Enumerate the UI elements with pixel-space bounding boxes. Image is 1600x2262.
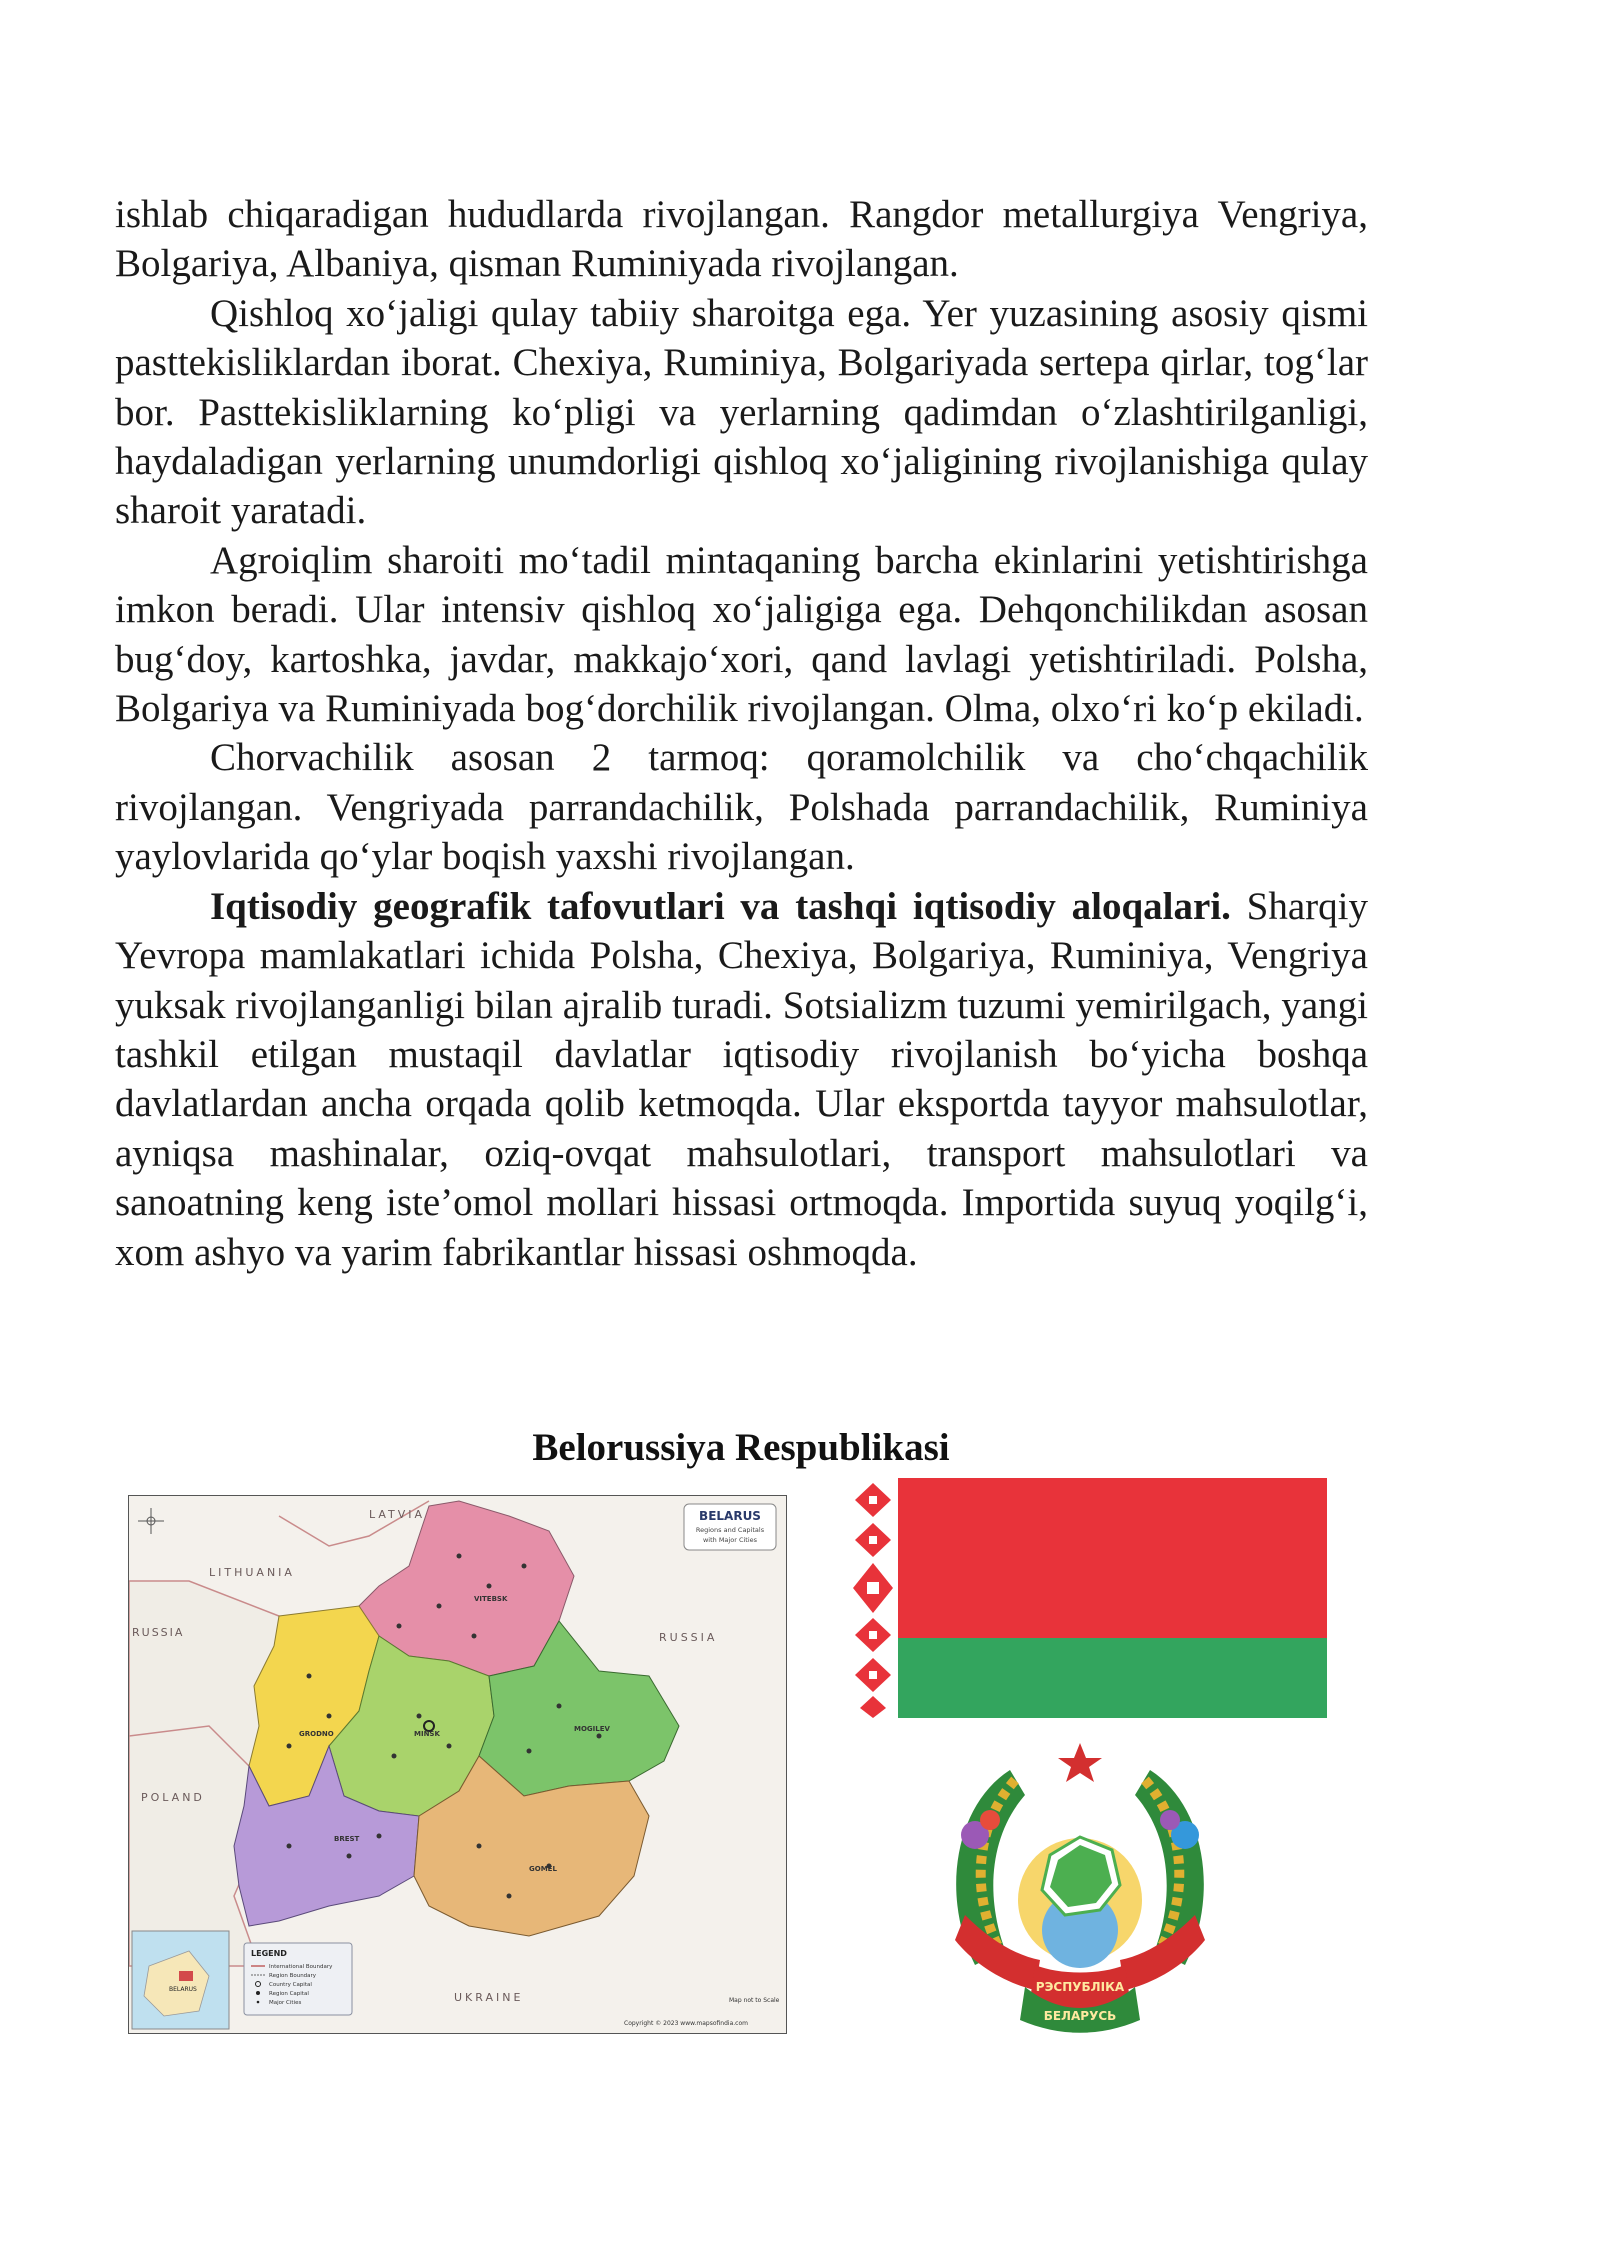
label-poland: POLAND bbox=[141, 1791, 205, 1804]
map-subtitle-2: with Major Cities bbox=[702, 1536, 758, 1544]
label-brest: BREST bbox=[334, 1835, 360, 1843]
legend-title: LEGEND bbox=[251, 1949, 287, 1958]
belarus-flag bbox=[848, 1478, 1327, 1718]
label-mogilev: MOGILEV bbox=[574, 1725, 610, 1733]
paragraph-2: Qishloq xo‘jaligi qulay tabiiy sharoitga ega. Yer yuzasining asosiy qismi pasttekisliklardan iborat. Chexiya, Ruminiya, Bolgariyada sertepa qirlar, tog‘lar bor. Pasttekisliklarning ko‘pligi va yerlarning qadimdan o‘zlashtirilganligi, haydaladigan yerlarning unumdorligi qishloq xo‘jaligining rivojlanishiga qulay sharoit yaratadi. bbox=[115, 291, 1368, 533]
label-minsk: MINSK bbox=[414, 1730, 440, 1738]
emblem-ribbon-top: РЭСПУБЛІКА bbox=[1035, 1980, 1125, 1994]
map-subtitle-1: Regions and Capitals bbox=[695, 1526, 765, 1534]
paragraph-4: Chorvachilik asosan 2 tarmoq: qoramolchilik va cho‘chqachilik rivojlangan. Vengriyada parrandachilik, Polshada parrandachilik, Ruminiya yaylovlarida qo‘ylar boqish yaxshi rivojlangan. bbox=[115, 736, 1368, 879]
paragraph-3: Agroiqlim sharoiti mo‘tadil mintaqaning barcha ekinlarini yetishtirishga imkon beradi. Ular intensiv qishloq xo‘jaligiga ega. Dehqonchilikdan asosan bug‘doy, kartoshka, javdar, makkajo‘xori, qand lavlagi yetishtiriladi. Polsha, Bolgariya va Ruminiyada bog‘dorchilik rivojlangan. Olma, olxo‘ri ko‘p ekiladi. bbox=[115, 538, 1368, 731]
paragraph-5-body: Sharqiy Yevropa mamlakatlari ichida Polsha, Chexiya, Bolgariya, Ruminiya, Vengriya yuksak rivojlanganligi bilan ajralib turadi. Sotsializm tuzumi yemirilgach, yangi tashkil etilgan mustaqil davlatlar iqtisodiy rivojlanish bo‘yicha boshqa davlatlardan ancha orqada qolib ketmoqda. Ular eksportda tayyor mahsulotlar, ayniqsa mashinalar, oziq-ovqat mahsulotlari, transport mahsulotlari va sanoatning keng iste’omol mollari hissasi ortmoqda. Importida suyuq yoqilg‘i, xom ashyo va yarim fabrikantlar hissasi oshmoqda. bbox=[115, 884, 1368, 1274]
section-heading: Belorussiya Respublikasi bbox=[532, 1426, 950, 1469]
body-text bbox=[115, 190, 1368, 1277]
legend-item-2: Region Boundary bbox=[269, 1973, 317, 1979]
label-ukraine: UKRAINE bbox=[454, 1991, 524, 2004]
label-grodno: GRODNO bbox=[299, 1730, 334, 1738]
belarus-coat-of-arms bbox=[930, 1725, 1230, 2037]
label-vitebsk: VITEBSK bbox=[474, 1595, 508, 1603]
label-russia-west: RUSSIA bbox=[132, 1626, 185, 1639]
label-gomel: GOMEL bbox=[529, 1865, 557, 1873]
label-russia-east: RUSSIA bbox=[659, 1631, 718, 1644]
legend-item-3: Country Capital bbox=[269, 1982, 312, 1988]
legend-item-4: Region Capital bbox=[269, 1991, 309, 1997]
paragraph-5-bold-lead: Iqtisodiy geografik tafovutlari va tashqi iqtisodiy aloqalari. bbox=[210, 884, 1231, 928]
belarus-map bbox=[128, 1495, 787, 2034]
paragraph-1: ishlab chiqaradigan hududlarda rivojlangan. Rangdor metallurgiya Vengriya, Bolgariya, Albaniya, qisman Ruminiyada rivojlangan. bbox=[115, 193, 1368, 286]
inset-label: BELARUS bbox=[169, 1986, 197, 1993]
legend-item-1: International Boundary bbox=[269, 1964, 333, 1970]
paragraph-5 bbox=[115, 882, 1368, 1277]
label-latvia: LATVIA bbox=[369, 1508, 426, 1521]
map-copyright: Copyright © 2023 www.mapsofindia.com bbox=[624, 2020, 748, 2027]
scale-note: Map not to Scale bbox=[729, 1997, 780, 2004]
red-star-icon bbox=[1058, 1743, 1102, 1782]
legend-item-5: Major Cities bbox=[269, 2000, 302, 2006]
map-title-badge: BELARUS bbox=[699, 1509, 761, 1523]
label-lithuania: LITHUANIA bbox=[209, 1566, 295, 1579]
emblem-ribbon-bottom: БЕЛАРУСЬ bbox=[1043, 2009, 1117, 2023]
